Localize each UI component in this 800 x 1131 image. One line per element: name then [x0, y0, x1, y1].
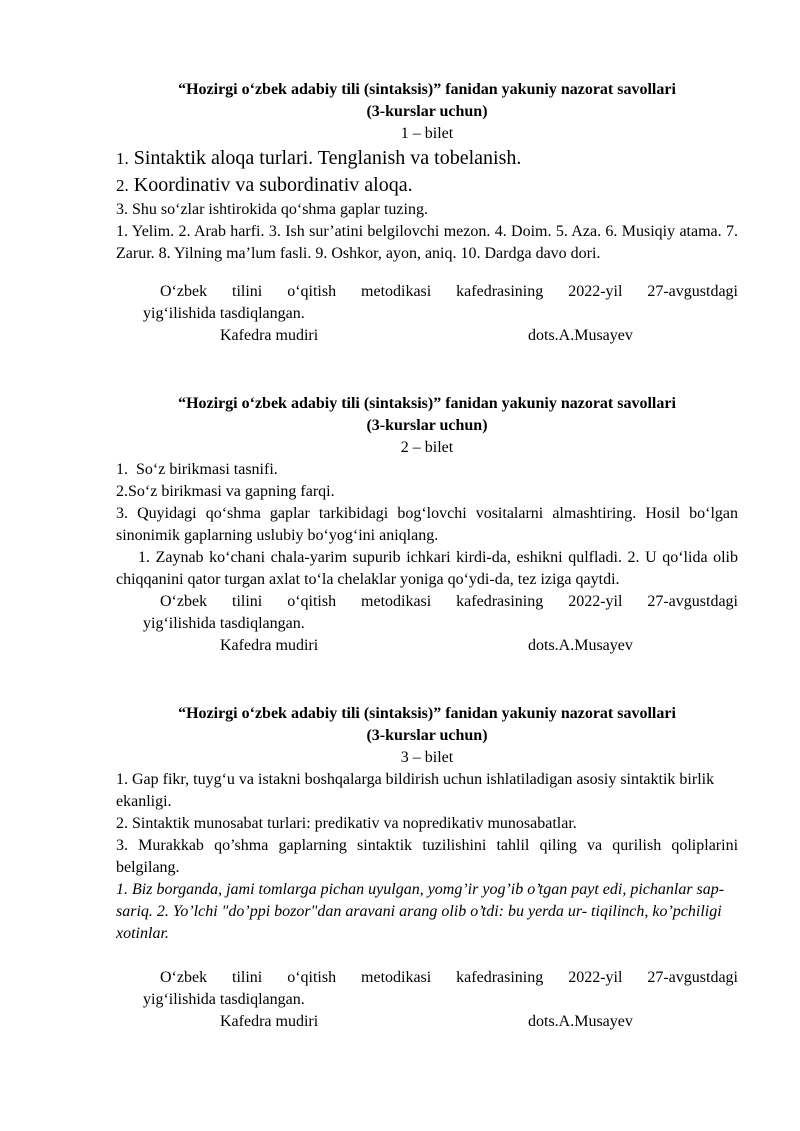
question-number: 1.: [116, 149, 129, 168]
ticket-number: 1 – bilet: [400, 125, 454, 142]
question-number: 3.: [116, 505, 128, 522]
example-sentences-italic: 1. Biz borganda, jami tomlarga pichan uyulgan, yomg’ir yog’ib o’tgan payt edi, pichanlar sap-sariq. 2. Yo’lchi "do’ppi bozor"dan aravani arang olib o’tdi: bu yerda ur- tiqilinch, ko’pchiligi xotinlar.: [116, 881, 725, 942]
question-3: [116, 835, 738, 879]
example-sentences: 1. Zaynab ko‘chani chala-yarim supurib ichkari kirdi-da, eshikni qulfladi. 2. U qo‘lida olib chiqqanini qator turgan axlat to‘la chelaklar yoniga qo‘ydi-da, tez iziga qaytdi.: [116, 549, 738, 588]
approver-name: dots.A.Musayev: [528, 327, 633, 344]
bilet-2-section: [116, 393, 738, 657]
signature-row: [116, 325, 738, 347]
signature-row: [116, 1011, 738, 1033]
question-text: Murakkab qo’shma gaplarning sintaktik tuzilishini tahlil qiling va qurilish qoliplarini belgilang.: [116, 837, 739, 876]
question-1: [116, 459, 738, 481]
question-text: Sintaktik aloqa turlari. Tenglanish va tobelanish.: [133, 147, 522, 169]
course-level-subtitle: (3-kurslar uchun): [366, 727, 488, 744]
approver-name: dots.A.Musayev: [528, 637, 633, 654]
exam-title: “Hozirgi o‘zbek adabiy tili (sintaksis)” fanidan yakuniy nazorat savollari: [178, 81, 676, 98]
question-text: Sintaktik munosabat turlari: predikativ va nopredikativ munosabatlar.: [132, 815, 577, 832]
kafedra-role-label: Kafedra mudiri: [220, 327, 319, 344]
question-text: Shu so‘zlar ishtirokida qo‘shma gaplar tuzing.: [132, 201, 428, 218]
approval-block: [116, 967, 738, 1033]
course-level-subtitle: (3-kurslar uchun): [366, 103, 488, 120]
kafedra-role-label: Kafedra mudiri: [220, 1013, 319, 1030]
word-list-paragraph: 1. Yelim. 2. Arab harfi. 3. Ish sur’atini belgilovchi mezon. 4. Doim. 5. Aza. 6. Musiqiy atama. 7. Zarur. 8. Yilning ma’lum fasli. 9. Oshkor, ayon, aniq. 10. Dardga davo dori.: [116, 223, 738, 262]
approval-line-1: O‘zbek tilini o‘qitish metodikasi kafedrasining 2022-yil 27-avgustdagi: [160, 283, 738, 300]
approval-line-1: O‘zbek tilini o‘qitish metodikasi kafedrasining 2022-yil 27-avgustdagi: [160, 593, 738, 610]
approver-name: dots.A.Musayev: [528, 1013, 633, 1030]
approval-line-2: yig‘ilishida tasdiqlangan.: [143, 305, 305, 322]
ticket-number: 2 – bilet: [400, 439, 454, 456]
question-text: So‘z birikmasi va gapning farqi.: [128, 483, 335, 500]
question-text: Quyidagi qo‘shma gaplar tarkibidagi bog‘lovchi vositalarni almashtiring. Hosil bo‘lgan sinonimik gaplarning uslubiy bo‘yog‘ini aniqlang.: [116, 505, 739, 544]
bilet-3-section: [116, 703, 738, 1033]
question-1: [116, 769, 738, 813]
exam-title: “Hozirgi o‘zbek adabiy tili (sintaksis)” fanidan yakuniy nazorat savollari: [178, 395, 676, 412]
question-number: 3.: [116, 837, 128, 854]
question-3: [116, 503, 738, 547]
question-text: Koordinativ va subordinativ aloqa.: [133, 174, 413, 196]
approval-block: [116, 591, 738, 657]
question-2: [116, 813, 738, 835]
question-2: [116, 172, 738, 199]
course-level-subtitle: (3-kurslar uchun): [366, 417, 488, 434]
question-text: Gap fikr, tuyg‘u va istakni boshqalarga bildirish uchun ishlatiladigan asosiy sintaktik birlik ekanligi.: [116, 771, 715, 810]
approval-line-1: O‘zbek tilini o‘qitish metodikasi kafedrasining 2022-yil 27-avgustdagi: [160, 969, 738, 986]
question-text: So‘z birikmasi tasnifi.: [136, 461, 278, 478]
approval-block: [116, 281, 738, 347]
exam-title: “Hozirgi o‘zbek adabiy tili (sintaksis)” fanidan yakuniy nazorat savollari: [178, 705, 676, 722]
question-3: [116, 199, 738, 221]
approval-line-2: yig‘ilishida tasdiqlangan.: [143, 615, 305, 632]
question-1: [116, 145, 738, 172]
question-2: [116, 481, 738, 503]
question-number: 2.: [116, 176, 129, 195]
approval-line-2: yig‘ilishida tasdiqlangan.: [143, 991, 305, 1008]
bilet-1-section: [116, 79, 738, 347]
signature-row: [116, 635, 738, 657]
ticket-number: 3 – bilet: [400, 749, 454, 766]
kafedra-role-label: Kafedra mudiri: [220, 637, 319, 654]
question-number: 1.: [116, 771, 128, 788]
question-number: 2.: [116, 483, 128, 500]
question-number: 2.: [116, 815, 128, 832]
question-number: 1.: [116, 461, 128, 478]
question-number: 3.: [116, 201, 128, 218]
